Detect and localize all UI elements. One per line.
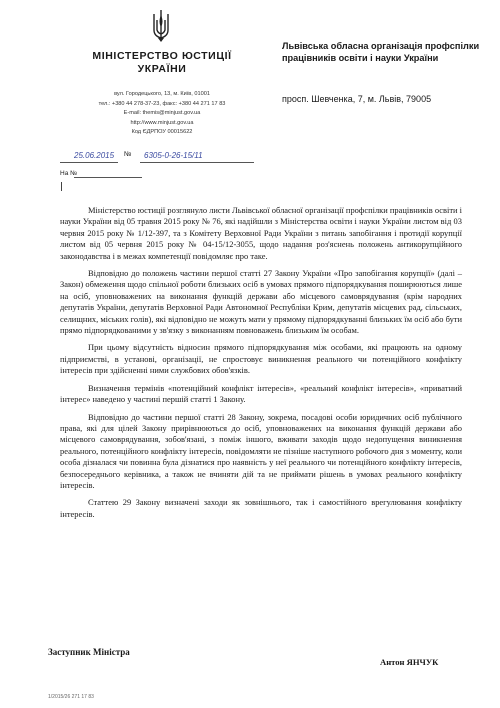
signer-name: Антон ЯНЧУК	[380, 657, 439, 667]
ministry-phones: тел.: +380 44 278-37-23, факс: +380 44 271 17 83	[98, 100, 226, 107]
addressee-address: просп. Шевченка, 7, м. Львів, 79005	[282, 94, 432, 104]
footer-code: 1/2015/26 271 17 83	[48, 694, 94, 700]
ministry-address: вул. Городецького, 13, м. Київ, 01001	[114, 91, 210, 97]
ministry-name	[92, 50, 232, 76]
registration-date: 25.06.2015	[74, 151, 115, 160]
addressee-organization: Львівська обласна організація профспілки працівників освіти і науки України	[282, 41, 480, 64]
ministry-website: http://www.minjust.gov.ua	[130, 119, 194, 126]
body-paragraph: Відповідно до частини першої статті 28 Закону, зокрема, посадові особи юридичних осіб публічного права, які для цілей Закону прирівнюються до осіб, уповноважених на виконання функцій держави або місцевого самоврядування, зобов'язані, з поміж іншого, вживати заходів щодо недопущення виникнення реального, потенційного конфлікту інтересів, повідомляти не пізніше наступного робочого дня з моменту, коли особа дізналася чи повинна була дізнатися про наявність у неї реального чи потенційного конфлікту інтересів, безпосереднього керівника, а також не вчиняти дій та не приймати рішень в умовах реального конфлікту інтересів.	[60, 411, 462, 490]
ministry-name-line1: МІНІСТЕРСТВО ЮСТИЦІЇ	[92, 50, 232, 62]
ministry-name-line2: УКРАЇНИ	[137, 63, 187, 75]
number-underline	[140, 162, 254, 163]
ministry-contact-block	[82, 90, 242, 138]
reference-label: На №	[60, 170, 78, 177]
body-paragraph: Відповідно до положень частини першої статті 27 Закону України «Про запобігання корупції» (далі – Закон) обмеження щодо спільної роботи близьких осіб в умовах прямого підпорядкування поширюються лише на осіб, уповноважених на виконання функцій держави або місцевого самоврядування (крім народних депутатів України, депутатів Верховної Ради Автономної Республіки Крим, депутатів місцевих рад, сільських, селищних, міських голів), які відповідно не можуть мати у прямому підпорядкуванні близьких їм осіб або бути прямо підпорядкованими у зв'язку з виконанням повноважень близьким їм особам.	[60, 268, 462, 336]
body-paragraph: Статтею 29 Закону визначені заходи як зовнішнього, так і самостійного врегулювання конфлікту інтересів.	[60, 497, 462, 519]
date-underline	[60, 162, 118, 163]
reference-underline	[74, 177, 142, 178]
registration-number: 6305-0-26-15/11	[144, 151, 203, 160]
ministry-edrpou: Код ЄДРПОУ 00015622	[131, 129, 193, 136]
ministry-email: E-mail: themis@minjust.gov.ua	[123, 110, 201, 117]
registration-number-label: №	[124, 151, 132, 158]
body-paragraph: Міністерство юстиції розглянуло листи Львівської обласної організації профспілки працівників освіти і науки України від 05 травня 2015 року № 76, які надійшли з Міністерства освіти і науки України листом від 03 червня 2015 року № 1/12-397, та з Комітету Верховної Ради України з питань запобігання і протидії корупції листом від 05 червня 2015 року № 04-15/12-3055, щодо надання роз'яснень положень антикорупційного законодавства і в межах компетенції повідомляє про таке.	[60, 205, 462, 261]
letter-body	[60, 205, 462, 526]
margin-mark	[61, 182, 62, 191]
trident-emblem-icon	[150, 8, 172, 44]
signer-title: Заступник Міністра	[48, 647, 130, 657]
body-paragraph: При цьому відсутність відносин прямого підпорядкування між особами, які працюють на одному підприємстві, в установі, організації, не спростовує виникнення реального чи потенційного конфлікту інтересів при здійсненні ними службових обов'язків.	[60, 342, 462, 376]
body-paragraph: Визначення термінів «потенційний конфлікт інтересів», «реальний конфлікт інтересів», «приватний інтерес» наведено у частині першій статті 1 Закону.	[60, 382, 462, 405]
